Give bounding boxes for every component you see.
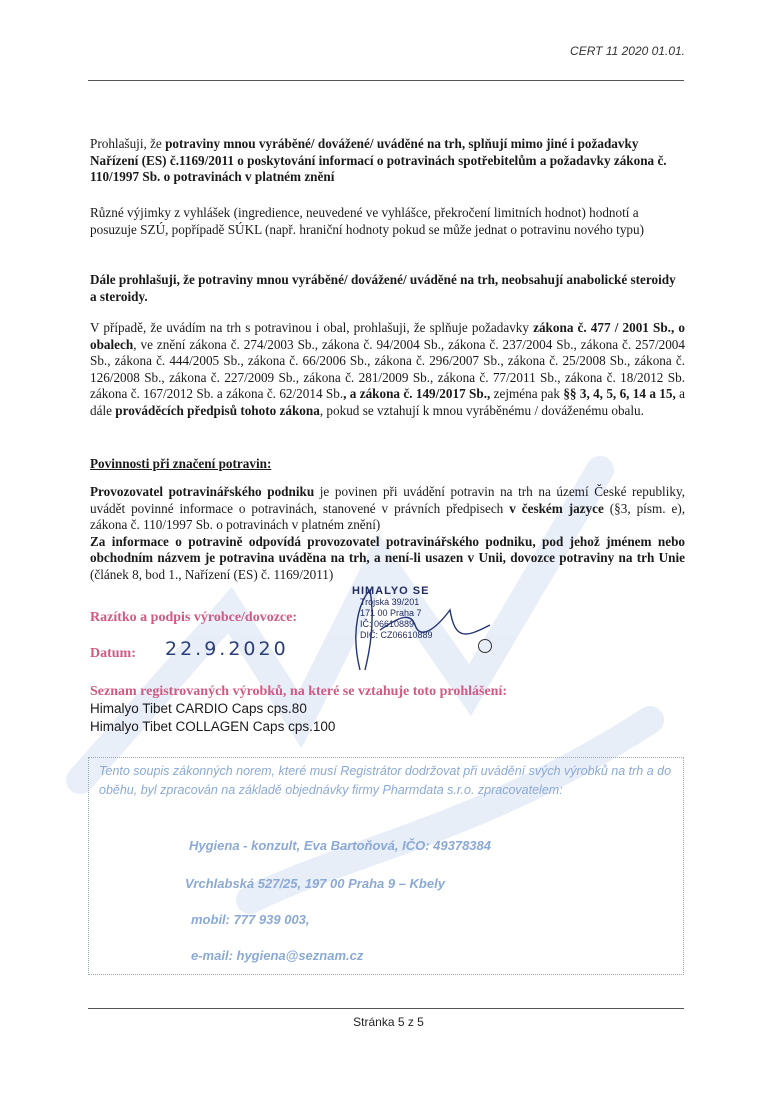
date-value: 22.9.2020 xyxy=(165,638,289,660)
text: V případě, že uvádím na trh s potravinou i obal, prohlašuji, že splňuje požadavky xyxy=(90,320,534,335)
document-code: CERT 11 2020 01.01. xyxy=(570,44,685,58)
text: (článek 8, bod 1., Nařízení (ES) č. 1169/2011) xyxy=(90,566,334,582)
steroids-declaration: Dále prohlašuji, že potraviny mnou vyráběné/ dovážené/ uváděné na trh, neobsahují anabolické steroidy a steroidy. xyxy=(90,272,676,304)
box-intro: Tento soupis zákonných norem, které musí Registrátor dodržovat při uvádění svých výrobků na trh a do oběhu, byl zpracován na základě objednávky firmy Pharmdata s.r.o. zpracovatelem: xyxy=(99,764,672,797)
signature-scribble xyxy=(340,570,500,680)
header-divider xyxy=(88,80,684,81)
stamp-line: Trojská 39/201 xyxy=(360,597,420,607)
text: zejména pak xyxy=(490,386,564,401)
bold-text: Provozovatel potravinářského podniku xyxy=(90,484,315,499)
packaging-paragraph xyxy=(90,320,685,419)
declaration-paragraph-1 xyxy=(90,136,685,186)
bold-text: potraviny mnou vyráběné/ dovážené/ uváděné na trh, splňují mimo jiné i požadavky Nařízení (ES) č.1169/2011 o poskytování informací o potravinách spotřebitelům a požadavky zákona č. 110/1997 Sb. o potravinách v platném znění xyxy=(90,136,667,184)
page-number: Stránka 5 z 5 xyxy=(353,1015,424,1029)
exemptions-paragraph: Různé výjimky z vyhlášek (ingredience, neuvedené ve vyhlášce, překročení limitních hodnot) hodnotí a posuzuje SZÚ, popřípadě SÚKL (např. hraniční hodnoty pokud se může jednat o potravinu nového typu) xyxy=(90,205,645,237)
stamp-line: 171 00 Praha 7 xyxy=(360,608,422,618)
text: Prohlašuji, že xyxy=(90,136,166,151)
products-label: Seznam registrovaných výrobků, na které se vztahuje toto prohlášení: xyxy=(90,684,508,699)
processor-address: Vrchlabská 527/25, 197 00 Praha 9 – Kbely xyxy=(185,876,445,891)
stamp-line: IČ: 06610889 xyxy=(360,619,415,629)
products-list xyxy=(90,700,335,736)
text: , pokud se vztahují k mnou vyráběnému / dováženému obalu. xyxy=(319,402,644,418)
text: , ve znění zákona č. 274/2003 Sb., zákona č. 94/2004 Sb., zákona č. 237/2004 Sb., zákona č. 257/2004 Sb., zákona č. 444/2005 Sb., zákona č. 66/2006 Sb., zákona č. 296/2007 Sb., zákona č. 25/2008 Sb., zákona č. 126/2008 Sb., zákona č. 227/2009 Sb., zákona č. 281/2009 Sb., zákona č. 77/2011 Sb., zákona č. 18/2012 Sb. zákona č. 167/2012 Sb. a zákona č. 62/2014 Sb. xyxy=(90,336,685,401)
list-item: Himalyo Tibet CARDIO Caps cps.80 xyxy=(90,701,307,716)
text: je povinen při uvádění potravin na trh na území České republiky, uvádět povinné informace o potravinách, stanovené v právních předpisech xyxy=(90,484,685,516)
text: (§3, písm. e), zákona č. 110/1997 Sb. o potravinách v platném znění) xyxy=(90,500,686,532)
stamp-line: DIČ: CZ06610889 xyxy=(360,630,433,640)
bold-text: Za informace o potravině odpovídá provozovatel potravinářského podniku, pod jehož jménem nebo obchodním názvem je potravina uváděna na trh, a není-li usazen v Unii, dovozce potraviny na trh Unie xyxy=(90,533,685,565)
processor-name: Hygiena - konzult, Eva Bartoňová, IČO: 49378384 xyxy=(189,838,491,853)
list-item: Himalyo Tibet COLLAGEN Caps cps.100 xyxy=(90,719,336,734)
bold-text: zákona č. 477 / 2001 Sb., o obalech xyxy=(90,320,685,352)
bold-text: , a zákona č. 149/2017 Sb., xyxy=(343,386,491,401)
stamp-mark-icon xyxy=(478,639,492,653)
stamp-signature-label: Razítko a podpis výrobce/dovozce: xyxy=(90,610,298,625)
date-label: Datum: xyxy=(90,646,136,661)
processor-email: e-mail: hygiena@seznam.cz xyxy=(191,948,364,963)
bold-text: §§ 3, 4, 5, 6, 14 a 15, xyxy=(563,386,676,401)
text: a dále xyxy=(90,386,685,418)
stamp-company: HIMALYO SE xyxy=(352,585,430,597)
bold-text: prováděcích předpisů tohoto zákona xyxy=(115,402,320,418)
bold-text: v českém jazyce xyxy=(509,500,604,516)
footer-divider xyxy=(88,1008,684,1009)
processor-phone: mobil: 777 939 003, xyxy=(191,912,310,927)
labeling-heading: Povinnosti při značení potravin: xyxy=(90,456,272,471)
processor-info-box xyxy=(88,757,684,975)
labeling-paragraph xyxy=(90,484,685,583)
